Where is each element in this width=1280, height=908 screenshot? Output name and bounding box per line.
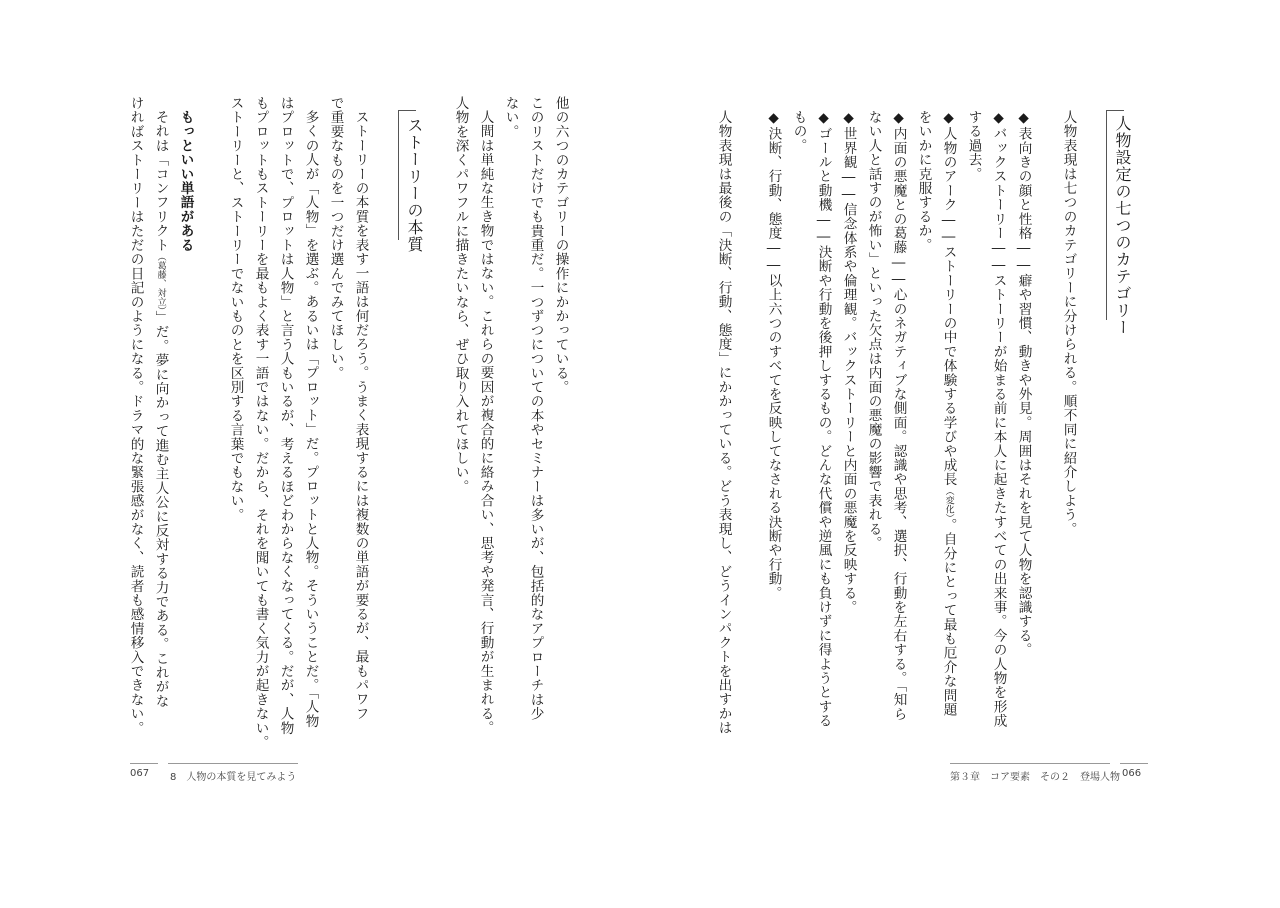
- heading-side-rule: [1106, 110, 1107, 320]
- body-column: ければストーリーはただの日記のようになる。ドラマ的な緊張感がなく、読者も感情移入できない。: [127, 96, 144, 735]
- body-column: 他の六つのカテゴリーの操作にかかっている。: [552, 96, 569, 395]
- conflict-tail: 」だ。夢に向かって進む主人公に反対する力である。これがな: [152, 310, 169, 709]
- body-column: 多くの人が「人物」を選ぶ。あるいは「プロット」だ。プロットと人物。そういうことだ。「人物: [302, 110, 319, 728]
- body-column: ◆内面の悪魔との葛藤――心のネガティブな側面。認識や思考、選択、行動を左右する。「知ら: [890, 110, 907, 721]
- body-column-conflict: [153, 110, 167, 708]
- body-column: ◆表向きの顔と性格――癖や習慣、動きや外見。周囲はそれを見て人物を認識する。: [1015, 110, 1032, 657]
- conflict-head: それは「コンフリクト: [152, 110, 169, 252]
- chapter-footer: 8 人物の本質を見てみよう: [170, 772, 297, 783]
- body-column: する過去。: [965, 110, 982, 181]
- subheading: もっといい単語がある: [177, 110, 194, 252]
- right-page: [640, 0, 1280, 908]
- arc-tail: 。自分にとって最も厄介な問題: [940, 517, 957, 717]
- body-column: をいかに克服するか。: [915, 110, 932, 252]
- arc-note: （変化）: [943, 486, 954, 518]
- body-column: ない。: [502, 96, 519, 139]
- page-number: 067: [130, 768, 150, 779]
- footer-rule: [950, 763, 1110, 764]
- heading-top-rule: [398, 110, 416, 111]
- body-column: ない人と話すのが怖い」といった欠点は内面の悪魔の影響で表れる。: [865, 110, 882, 551]
- chapter-footer: 第３章 コア要素 その２ 登場人物: [950, 772, 1120, 783]
- body-column: このリストだけでも貴重だ。一つずつについての本やセミナーは多いが、包括的なアプローチは少: [527, 96, 544, 721]
- body-column-arc: [941, 110, 955, 717]
- body-column: ◆世界観――信念体系や倫理観。バックストーリーと内面の悪魔を反映する。: [840, 110, 857, 615]
- heading-side-rule: [398, 110, 399, 240]
- body-column: 人間は単純な生き物ではない。これらの要因が複合的に絡み合い、思考や発言、行動が生まれる。: [477, 110, 494, 735]
- body-column: ◆バックストーリー――ストーリーが始まる前に本人に起きたすべての出来事。今の人物を形成: [990, 110, 1007, 728]
- page-number-rule: [1120, 763, 1148, 764]
- body-column: はプロットで、プロットは人物」と言う人もいるが、考えるほどわからなくなってくる。だが、人物: [277, 96, 294, 735]
- heading-top-rule: [1106, 110, 1124, 111]
- body-column: ◆ゴールと動機――決断や行動を後押しするもの。どんな代償や逆風にも負けずに得ようとする: [815, 110, 832, 728]
- body-column: ストーリーと、ストーリーでないものとを区別する言葉でもない。: [227, 96, 244, 522]
- conflict-note: （葛藤、対立）: [155, 252, 166, 311]
- body-column: もプロットもストーリーを最もよく表す一語ではない。だから、それを聞いても書く気力が起きない。: [252, 96, 269, 750]
- page-number-rule: [130, 763, 158, 764]
- body-column: もの。: [790, 110, 807, 153]
- arc-text: ◆人物のアーク――ストーリーの中で体験する学びや成長: [940, 110, 957, 487]
- footer-rule: [168, 763, 298, 764]
- body-column: 人物表現は最後の「決断、行動、態度」にかかっている。どう表現し、どうインパクトを出すかは: [715, 110, 732, 735]
- body-column: ◆決断、行動、態度――以上六つのすべてを反映してなされる決断や行動。: [765, 110, 782, 600]
- body-column: 人物表現は七つのカテゴリーに分けられる。順不同に紹介しよう。: [1060, 110, 1077, 536]
- section-heading: ストーリーの本質: [405, 117, 424, 253]
- page-number: 066: [1122, 768, 1142, 779]
- body-column: 人物を深くパワフルに描きたいなら、ぜひ取り入れてほしい。: [452, 96, 469, 494]
- body-column: で重要なものを一つだけ選んでみてほしい。: [327, 96, 344, 380]
- body-column: ストーリーの本質を表す一語は何だろう。うまく表現するには複数の単語が要るが、最もパワフ: [352, 110, 369, 721]
- section-heading: 人物設定の七つのカテゴリー: [1113, 115, 1132, 336]
